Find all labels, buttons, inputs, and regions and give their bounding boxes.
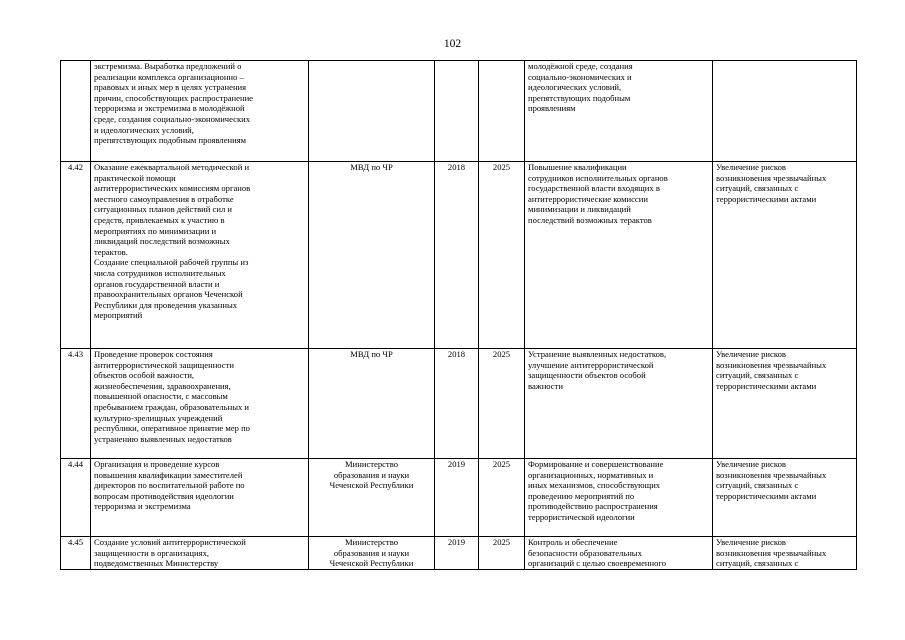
result-text: Повышение квалификации сотрудников исполнительных органов государственной власти входящих в антитеррористические комиссии минимизации и ликвидаций последствий возможных терактов [525,162,713,349]
risk-text: Увеличение рисков возникновения чрезвычайных ситуаций, связанных с [713,537,857,570]
page-number: 102 [443,38,462,50]
table-row [61,537,857,570]
row-number: 4.45 [61,537,91,570]
executor-text [309,61,435,162]
end-year: 2025 [479,537,525,570]
measure-text: экстремизма. Выработка предложений о реализации комплекса организационно – правовых и иных мер в целях устранения причин, способствующих распространение терроризма и экстремизма в молодёжной среде, создания социально-экономических и идеологических условий, препятствующих подобным проявлениям [91,61,309,162]
measure-text: Создание условий антитеррористической защищенности в организациях, подведомственных Министерству [91,537,309,570]
start-year: 2018 [435,349,479,459]
end-year [479,61,525,162]
result-text: Устранение выявленных недостатков, улучшение антитеррористической защищенности объектов особой важности [525,349,713,459]
row-number: 4.43 [61,349,91,459]
executor-text: Министерство образования и науки Чеченской Республики [309,459,435,537]
risk-text [713,61,857,162]
result-text: молодёжной среде, создания социально-экономических и идеологических условий, препятствующих подобным проявлениям [525,61,713,162]
table-row [61,162,857,349]
start-year [435,61,479,162]
table-row [61,61,857,162]
result-text: Контроль и обеспечение безопасности образовательных организаций с целью своевременного [525,537,713,570]
executor-text: МВД по ЧР [309,349,435,459]
row-number: 4.42 [61,162,91,349]
measures-table [60,60,857,570]
risk-text: Увеличение рисков возникновения чрезвычайных ситуаций, связанных с террористическими актами [713,162,857,349]
start-year: 2019 [435,537,479,570]
measure-text: Организация и проведение курсов повышения квалификации заместителей директоров по воспитательной работе по вопросам противодействия идеологии терроризма и экстремизма [91,459,309,537]
table-row [61,459,857,537]
executor-text: Министерство образования и науки Чеченской Республики [309,537,435,570]
result-text: Формирование и совершенствование организационных, нормативных и иных механизмов, способствующих проведению мероприятий по противодействию распространения террористической идеологии [525,459,713,537]
executor-text: МВД по ЧР [309,162,435,349]
start-year: 2018 [435,162,479,349]
end-year: 2025 [479,459,525,537]
row-number [61,61,91,162]
end-year: 2025 [479,349,525,459]
measure-text: Оказание ежеквартальной методической и практической помощи антитеррористических комиссиям органов местного самоуправления в отработке ситуационных планов действий сил и средств, привлекаемых к участию в мероприятиях по минимизации и ликвидаций последствий возможных терактов. Создание специальной рабочей группы из числа сотрудников исполнительных органов государственной власти и правоохранительных органов Чеченской Республики для проведения указанных мероприятий [91,162,309,349]
risk-text: Увеличение рисков возникновения чрезвычайных ситуаций, связанных с террористическими актами [713,349,857,459]
row-number: 4.44 [61,459,91,537]
table-row [61,349,857,459]
start-year: 2019 [435,459,479,537]
risk-text: Увеличение рисков возникновения чрезвычайных ситуаций, связанных с террористическими актами [713,459,857,537]
end-year: 2025 [479,162,525,349]
measure-text: Проведение проверок состояния антитеррористической защищенности объектов особой важности, жизнеобеспечения, здравоохранения, повышенной опасности, с массовым пребыванием граждан, образовательных и культурно-зрелищных учреждений республики, оперативное принятие мер по устранению выявленных недостатков [91,349,309,459]
